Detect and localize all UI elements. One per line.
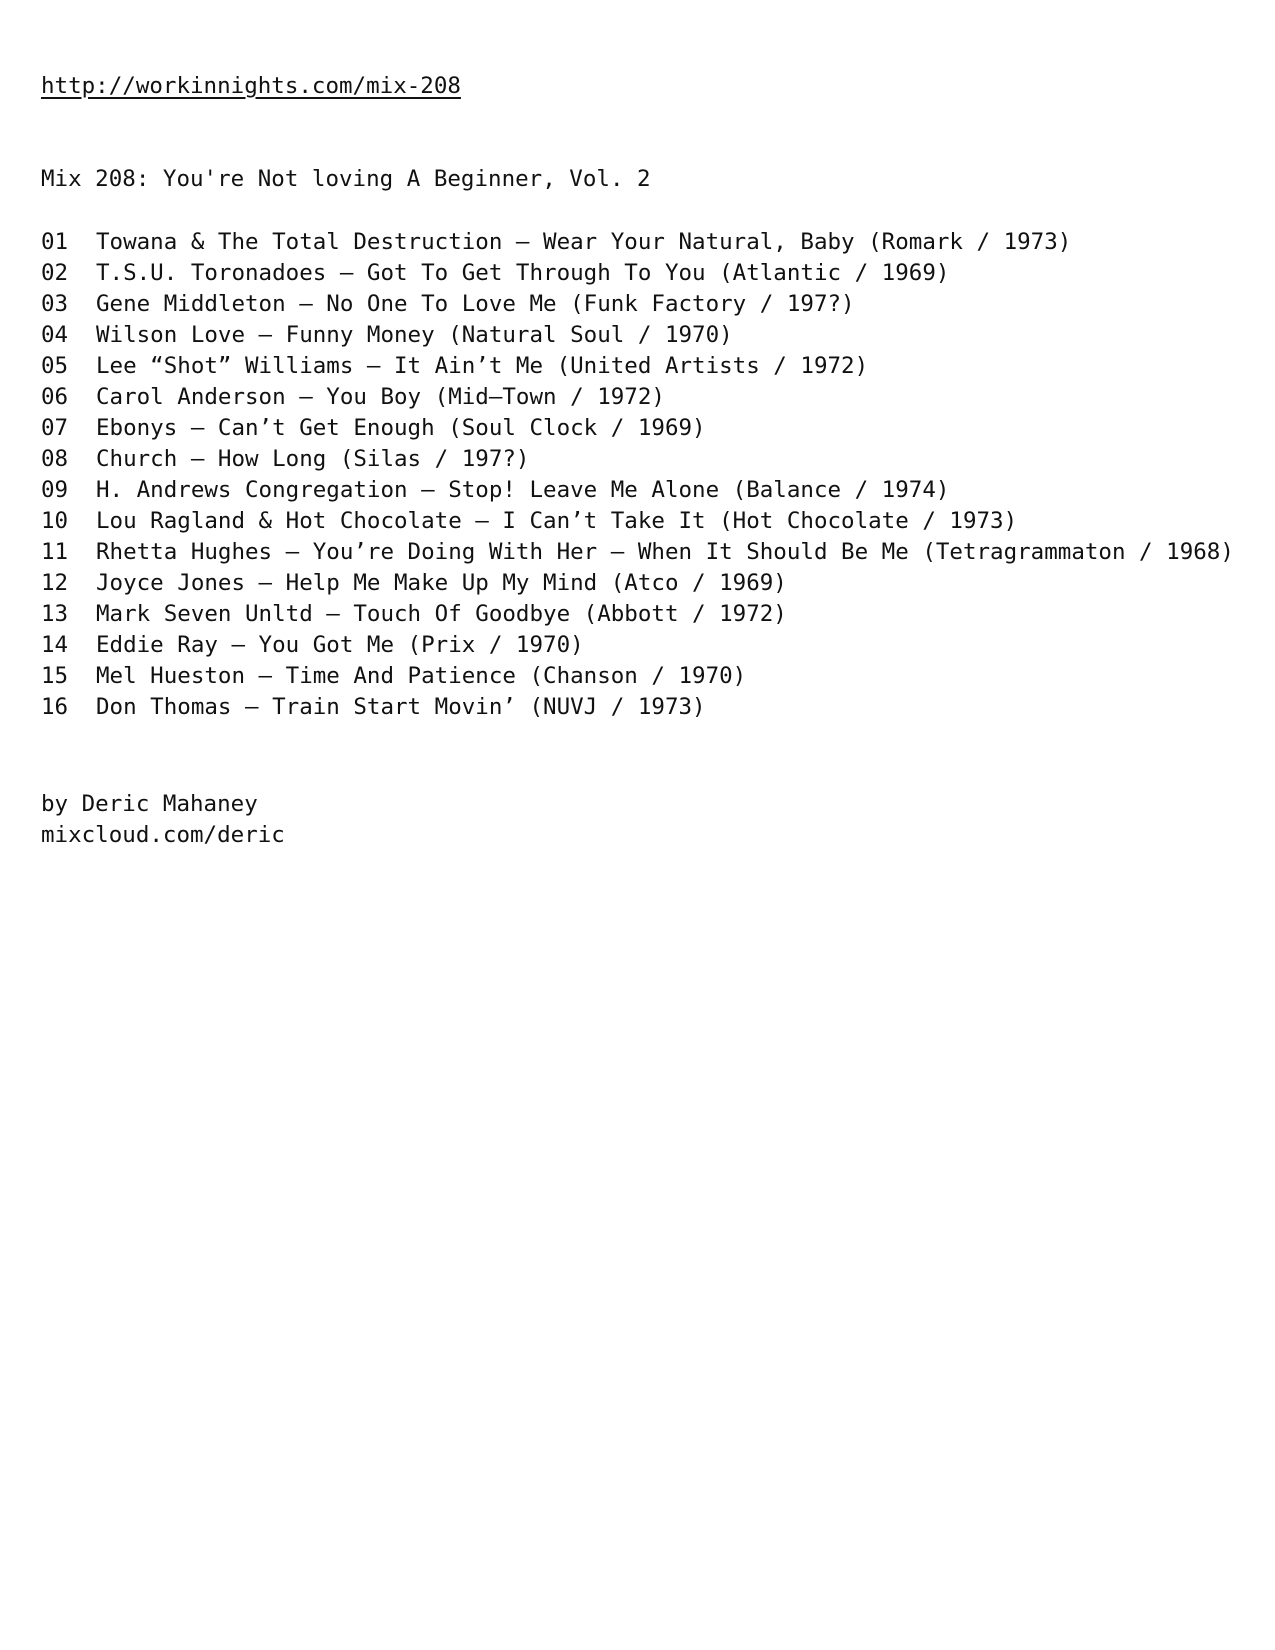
track-number: 14	[41, 632, 69, 658]
track-text: Don Thomas – Train Start Movin’ (NUVJ / 1973)	[96, 694, 706, 720]
track-number: 04	[41, 322, 69, 348]
track-number: 09	[41, 477, 69, 503]
track-number: 07	[41, 415, 69, 441]
track-row	[41, 258, 1241, 289]
track-text: Gene Middleton – No One To Love Me (Funk Factory / 197?)	[96, 291, 855, 317]
track-text: Towana & The Total Destruction – Wear Your Natural, Baby (Romark / 1973)	[96, 229, 1072, 255]
track-number: 01	[41, 229, 69, 255]
track-number: 12	[41, 570, 69, 596]
mixcloud-link[interactable]: mixcloud.com/deric	[41, 822, 285, 848]
track-row	[41, 227, 1241, 258]
track-text: H. Andrews Congregation – Stop! Leave Me Alone (Balance / 1974)	[96, 477, 950, 503]
track-row	[41, 382, 1241, 413]
track-row	[41, 444, 1241, 475]
track-text: Ebonys – Can’t Get Enough (Soul Clock / 1969)	[96, 415, 706, 441]
track-text: T.S.U. Toronadoes – Got To Get Through To You (Atlantic / 1969)	[96, 260, 950, 286]
track-row	[41, 475, 1241, 506]
track-text: Church – How Long (Silas / 197?)	[96, 446, 530, 472]
credit-block	[41, 789, 285, 851]
track-number: 08	[41, 446, 69, 472]
track-row	[41, 320, 1241, 351]
track-row	[41, 661, 1241, 692]
track-row	[41, 506, 1241, 537]
track-number: 16	[41, 694, 69, 720]
tracklist	[41, 227, 1241, 723]
track-number: 05	[41, 353, 69, 379]
track-number: 02	[41, 260, 69, 286]
track-text: Joyce Jones – Help Me Make Up My Mind (Atco / 1969)	[96, 570, 787, 596]
track-row	[41, 568, 1241, 599]
author-line: by Deric Mahaney	[41, 791, 258, 817]
track-text: Lou Ragland & Hot Chocolate – I Can’t Take It (Hot Chocolate / 1973)	[96, 508, 1018, 534]
track-row	[41, 537, 1241, 568]
track-number: 10	[41, 508, 69, 534]
track-row	[41, 351, 1241, 382]
track-text: Eddie Ray – You Got Me (Prix / 1970)	[96, 632, 584, 658]
mix-title: Mix 208: You're Not loving A Beginner, Vol. 2	[41, 166, 651, 192]
track-number: 15	[41, 663, 69, 689]
mix-url-link[interactable]: http://workinnights.com/mix-208	[41, 73, 461, 99]
track-number: 11	[41, 539, 69, 565]
track-number: 06	[41, 384, 69, 410]
track-text: Mel Hueston – Time And Patience (Chanson / 1970)	[96, 663, 747, 689]
track-row	[41, 599, 1241, 630]
track-row	[41, 630, 1241, 661]
track-text: Rhetta Hughes – You’re Doing With Her – When It Should Be Me (Tetragrammaton / 1968)	[96, 539, 1234, 565]
track-row	[41, 413, 1241, 444]
track-row	[41, 692, 1241, 723]
track-text: Mark Seven Unltd – Touch Of Goodbye (Abbott / 1972)	[96, 601, 787, 627]
track-text: Lee “Shot” Williams – It Ain’t Me (United Artists / 1972)	[96, 353, 869, 379]
track-number: 13	[41, 601, 69, 627]
track-number: 03	[41, 291, 69, 317]
track-row	[41, 289, 1241, 320]
track-text: Wilson Love – Funny Money (Natural Soul / 1970)	[96, 322, 733, 348]
track-text: Carol Anderson – You Boy (Mid–Town / 1972)	[96, 384, 665, 410]
